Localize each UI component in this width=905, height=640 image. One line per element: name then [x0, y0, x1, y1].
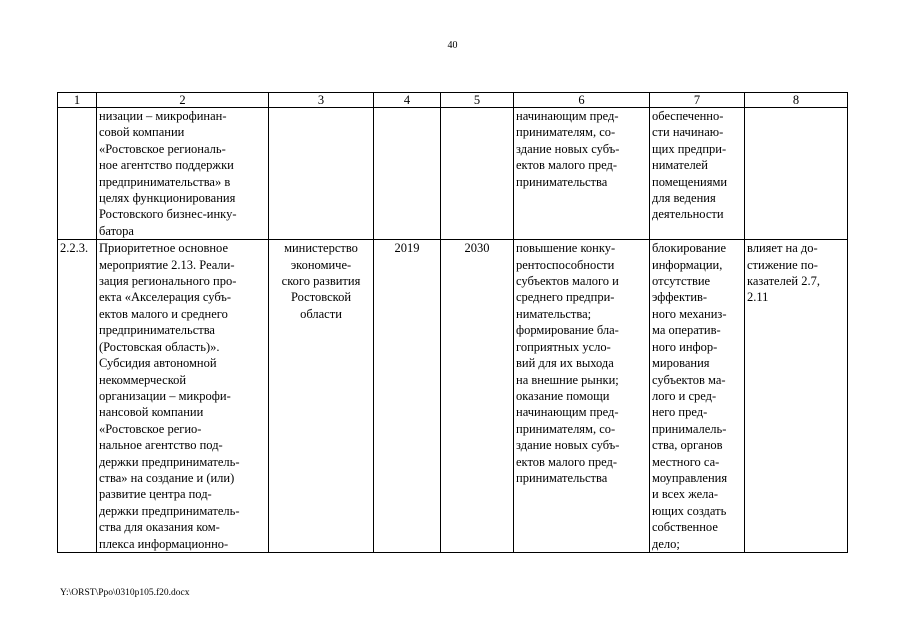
row2-executor-cell: министерство экономиче- ского развития Ростовской области	[269, 240, 374, 553]
row1-result-cell: начинающим пред- принимателям, со- здание новых субъ- ектов малого пред- принимательства	[514, 108, 650, 240]
column-header-2: 2	[97, 93, 269, 108]
table-row	[58, 240, 848, 553]
row1-executor-cell	[269, 108, 374, 240]
column-header-6: 6	[514, 93, 650, 108]
document-table	[57, 92, 848, 553]
column-header-8: 8	[745, 93, 848, 108]
table-row	[58, 108, 848, 240]
column-header-4: 4	[374, 93, 441, 108]
row2-indicators-cell: влияет на до- стижение по- казателей 2.7, 2.11	[745, 240, 848, 553]
row2-end-year-cell: 2030	[441, 240, 514, 553]
row1-indicators-cell	[745, 108, 848, 240]
row2-start-year-cell: 2019	[374, 240, 441, 553]
row1-activity-cell: низации – микрофинан- совой компании «Ростовское региональ- ное агентство поддержки предпринимательства» в целях функционирования Ростовского бизнес-инку- батора	[97, 108, 269, 240]
row2-consequences-cell: блокирование информации, отсутствие эффектив- ного механиз- ма оператив- ного инфор- мирования субъектов ма- лого и сред- него пред- принималель- ства, органов местного са- моуправления и всех жела- ющих создать собственное дело;	[650, 240, 745, 553]
row2-result-cell: повышение конку- рентоспособности субъектов малого и среднего предпри- нимательства; формирование бла- гоприятных усло- вий для их выхода на внешние рынки; оказание помощи начинающим пред- принимателям, со- здание новых субъ- ектов малого пред- принимательства	[514, 240, 650, 553]
column-header-1: 1	[58, 93, 97, 108]
column-header-3: 3	[269, 93, 374, 108]
page-number: 40	[447, 40, 458, 51]
file-path-footer: Y:\ORST\Ppo\0310p105.f20.docx	[60, 588, 190, 598]
column-header-7: 7	[650, 93, 745, 108]
row2-number-cell: 2.2.3.	[58, 240, 97, 553]
row1-start-year-cell	[374, 108, 441, 240]
row2-activity-cell: Приоритетное основное мероприятие 2.13. Реали- зация регионального про- екта «Акселерация субъ- ектов малого и среднего предпринимательства (Ростовская область)». Субсидия автономной некоммерческой организации – микрофи- нансовой компании «Ростовское регио- нальное агентство под- держки предприниматель- ства» на создание и (или) развитие центра под- держки предприниматель- ства для оказания ком- плекса информационно-	[97, 240, 269, 553]
header-row	[58, 93, 848, 108]
column-header-5: 5	[441, 93, 514, 108]
row1-number-cell	[58, 108, 97, 240]
row1-consequences-cell: обеспеченно- сти начинаю- щих предпри- нимателей помещениями для ведения деятельности	[650, 108, 745, 240]
row1-end-year-cell	[441, 108, 514, 240]
